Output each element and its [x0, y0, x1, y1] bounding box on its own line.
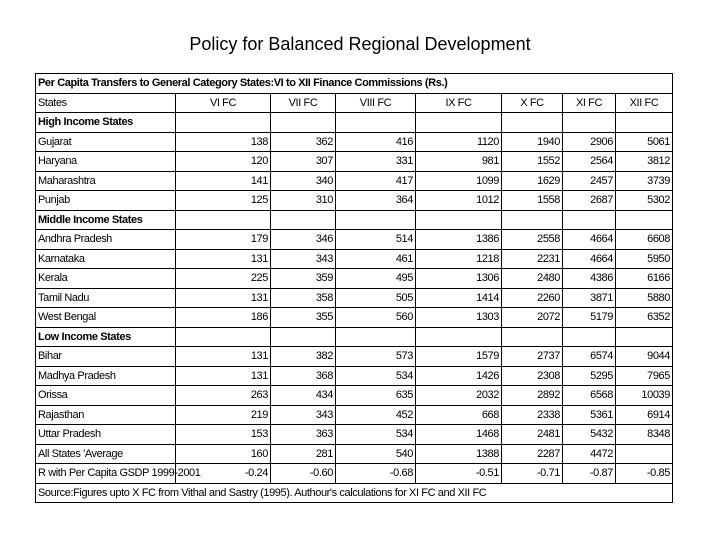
- state-name: Uttar Pradesh: [36, 425, 176, 445]
- value-cell: 452: [336, 405, 416, 425]
- value-cell: 343: [271, 249, 336, 269]
- table-row: [36, 405, 673, 425]
- value-cell: 4386: [563, 269, 616, 289]
- empty-cell: [563, 113, 616, 133]
- value-cell: 346: [271, 230, 336, 250]
- empty-cell: [176, 113, 271, 133]
- table-caption-row: [36, 74, 673, 94]
- value-cell: 434: [271, 386, 336, 406]
- slide-title: Policy for Balanced Regional Development: [189, 34, 531, 54]
- value-cell: 981: [416, 152, 502, 172]
- value-cell: 2906: [563, 132, 616, 152]
- summary-row: [36, 464, 673, 484]
- value-cell: 6352: [616, 308, 673, 328]
- table-row: [36, 230, 673, 250]
- value-cell: 495: [336, 269, 416, 289]
- group-header-row: [36, 113, 673, 133]
- table-caption: Per Capita Transfers to General Category States:VI to XII Finance Commissions (Rs.): [36, 74, 673, 94]
- value-cell: 219: [176, 405, 271, 425]
- source-note: Source:Figures upto X FC from Vithal and Sastry (1995). Authour's calculations for XI FC and XII FC: [36, 483, 673, 503]
- empty-cell: [271, 327, 336, 347]
- state-name: Tamil Nadu: [36, 288, 176, 308]
- value-cell: 6914: [616, 405, 673, 425]
- value-cell: 141: [176, 171, 271, 191]
- summary-row: [36, 444, 673, 464]
- value-cell: 363: [271, 425, 336, 445]
- table-row: [36, 386, 673, 406]
- value-cell: 1629: [502, 171, 563, 191]
- state-name: Haryana: [36, 152, 176, 172]
- value-cell: -0.87: [563, 464, 616, 484]
- value-cell: 1426: [416, 366, 502, 386]
- value-cell: 5361: [563, 405, 616, 425]
- value-cell: 131: [176, 288, 271, 308]
- column-header: VI FC: [176, 93, 271, 113]
- value-cell: 5880: [616, 288, 673, 308]
- value-cell: 1306: [416, 269, 502, 289]
- value-cell: 6166: [616, 269, 673, 289]
- empty-cell: [336, 327, 416, 347]
- state-name: Karnataka: [36, 249, 176, 269]
- summary-label: All States 'Average: [36, 444, 176, 464]
- finance-commission-table: [35, 73, 673, 503]
- empty-cell: [616, 327, 673, 347]
- value-cell: 343: [271, 405, 336, 425]
- value-cell: -0.60: [271, 464, 336, 484]
- group-header-row: [36, 210, 673, 230]
- value-cell: 1303: [416, 308, 502, 328]
- value-cell: 505: [336, 288, 416, 308]
- value-cell: 186: [176, 308, 271, 328]
- column-header: VIII FC: [336, 93, 416, 113]
- value-cell: 6574: [563, 347, 616, 367]
- value-cell: 179: [176, 230, 271, 250]
- state-name: Bihar: [36, 347, 176, 367]
- value-cell: 461: [336, 249, 416, 269]
- value-cell: -0.68: [336, 464, 416, 484]
- value-cell: 6568: [563, 386, 616, 406]
- value-cell: 368: [271, 366, 336, 386]
- state-name: Maharashtra: [36, 171, 176, 191]
- value-cell: 1414: [416, 288, 502, 308]
- value-cell: 534: [336, 425, 416, 445]
- value-cell: -0.51: [416, 464, 502, 484]
- value-cell: 131: [176, 347, 271, 367]
- value-cell: 1579: [416, 347, 502, 367]
- state-name: Kerala: [36, 269, 176, 289]
- value-cell: 225: [176, 269, 271, 289]
- column-header: X FC: [502, 93, 563, 113]
- value-cell: 364: [336, 191, 416, 211]
- value-cell: 5295: [563, 366, 616, 386]
- value-cell: 514: [336, 230, 416, 250]
- state-name: Andhra Pradesh: [36, 230, 176, 250]
- value-cell: 5432: [563, 425, 616, 445]
- empty-cell: [336, 113, 416, 133]
- value-cell: 2480: [502, 269, 563, 289]
- value-cell: -0.71: [502, 464, 563, 484]
- value-cell: 131: [176, 366, 271, 386]
- value-cell: [616, 444, 673, 464]
- value-cell: 310: [271, 191, 336, 211]
- value-cell: 358: [271, 288, 336, 308]
- empty-cell: [502, 327, 563, 347]
- value-cell: 2072: [502, 308, 563, 328]
- value-cell: 1012: [416, 191, 502, 211]
- value-cell: 138: [176, 132, 271, 152]
- value-cell: 153: [176, 425, 271, 445]
- empty-cell: [502, 210, 563, 230]
- group-name: Middle Income States: [36, 210, 176, 230]
- column-header: IX FC: [416, 93, 502, 113]
- value-cell: 3739: [616, 171, 673, 191]
- value-cell: 340: [271, 171, 336, 191]
- value-cell: -0.85: [616, 464, 673, 484]
- value-cell: 5061: [616, 132, 673, 152]
- table-row: [36, 132, 673, 152]
- summary-label: R with Per Capita GSDP 1999-2001: [36, 464, 176, 484]
- value-cell: 1558: [502, 191, 563, 211]
- column-header: VII FC: [271, 93, 336, 113]
- value-cell: 1099: [416, 171, 502, 191]
- empty-cell: [563, 210, 616, 230]
- value-cell: 1388: [416, 444, 502, 464]
- empty-cell: [502, 113, 563, 133]
- state-name: West Bengal: [36, 308, 176, 328]
- empty-cell: [616, 210, 673, 230]
- table-row: [36, 366, 673, 386]
- source-row: [36, 483, 673, 503]
- table-row: [36, 191, 673, 211]
- value-cell: 2231: [502, 249, 563, 269]
- table-row: [36, 288, 673, 308]
- value-cell: 1468: [416, 425, 502, 445]
- value-cell: 2338: [502, 405, 563, 425]
- value-cell: 2481: [502, 425, 563, 445]
- value-cell: 2260: [502, 288, 563, 308]
- value-cell: 160: [176, 444, 271, 464]
- value-cell: 263: [176, 386, 271, 406]
- value-cell: 573: [336, 347, 416, 367]
- value-cell: 1386: [416, 230, 502, 250]
- value-cell: 125: [176, 191, 271, 211]
- value-cell: 120: [176, 152, 271, 172]
- value-cell: 2737: [502, 347, 563, 367]
- value-cell: 534: [336, 366, 416, 386]
- column-header-row: [36, 93, 673, 113]
- value-cell: 7965: [616, 366, 673, 386]
- column-header: States: [36, 93, 176, 113]
- value-cell: 362: [271, 132, 336, 152]
- column-header: XI FC: [563, 93, 616, 113]
- empty-cell: [416, 113, 502, 133]
- value-cell: 3871: [563, 288, 616, 308]
- value-cell: 382: [271, 347, 336, 367]
- empty-cell: [563, 327, 616, 347]
- value-cell: 635: [336, 386, 416, 406]
- empty-cell: [271, 113, 336, 133]
- value-cell: 1120: [416, 132, 502, 152]
- value-cell: 4664: [563, 249, 616, 269]
- group-name: Low Income States: [36, 327, 176, 347]
- value-cell: 2032: [416, 386, 502, 406]
- state-name: Orissa: [36, 386, 176, 406]
- table-row: [36, 249, 673, 269]
- value-cell: 668: [416, 405, 502, 425]
- column-header: XII FC: [616, 93, 673, 113]
- value-cell: 417: [336, 171, 416, 191]
- value-cell: 4664: [563, 230, 616, 250]
- value-cell: 5179: [563, 308, 616, 328]
- empty-cell: [416, 210, 502, 230]
- table-row: [36, 308, 673, 328]
- table-row: [36, 425, 673, 445]
- value-cell: -0.24: [176, 464, 271, 484]
- value-cell: 10039: [616, 386, 673, 406]
- value-cell: 9044: [616, 347, 673, 367]
- table-row: [36, 152, 673, 172]
- value-cell: 2457: [563, 171, 616, 191]
- empty-cell: [416, 327, 502, 347]
- value-cell: 5302: [616, 191, 673, 211]
- group-name: High Income States: [36, 113, 176, 133]
- state-name: Punjab: [36, 191, 176, 211]
- value-cell: 331: [336, 152, 416, 172]
- value-cell: 131: [176, 249, 271, 269]
- table-row: [36, 269, 673, 289]
- state-name: Rajasthan: [36, 405, 176, 425]
- value-cell: 5950: [616, 249, 673, 269]
- value-cell: 416: [336, 132, 416, 152]
- table-row: [36, 171, 673, 191]
- value-cell: 3812: [616, 152, 673, 172]
- value-cell: 4472: [563, 444, 616, 464]
- value-cell: 1940: [502, 132, 563, 152]
- value-cell: 2564: [563, 152, 616, 172]
- value-cell: 2687: [563, 191, 616, 211]
- value-cell: 1552: [502, 152, 563, 172]
- value-cell: 6608: [616, 230, 673, 250]
- value-cell: 281: [271, 444, 336, 464]
- value-cell: 359: [271, 269, 336, 289]
- state-name: Madhya Pradesh: [36, 366, 176, 386]
- value-cell: 2558: [502, 230, 563, 250]
- table-row: [36, 347, 673, 367]
- value-cell: 540: [336, 444, 416, 464]
- value-cell: 2892: [502, 386, 563, 406]
- empty-cell: [176, 210, 271, 230]
- state-name: Gujarat: [36, 132, 176, 152]
- empty-cell: [176, 327, 271, 347]
- group-header-row: [36, 327, 673, 347]
- value-cell: 560: [336, 308, 416, 328]
- value-cell: 2308: [502, 366, 563, 386]
- value-cell: 1218: [416, 249, 502, 269]
- empty-cell: [271, 210, 336, 230]
- empty-cell: [616, 113, 673, 133]
- value-cell: 2287: [502, 444, 563, 464]
- empty-cell: [336, 210, 416, 230]
- value-cell: 8348: [616, 425, 673, 445]
- value-cell: 355: [271, 308, 336, 328]
- value-cell: 307: [271, 152, 336, 172]
